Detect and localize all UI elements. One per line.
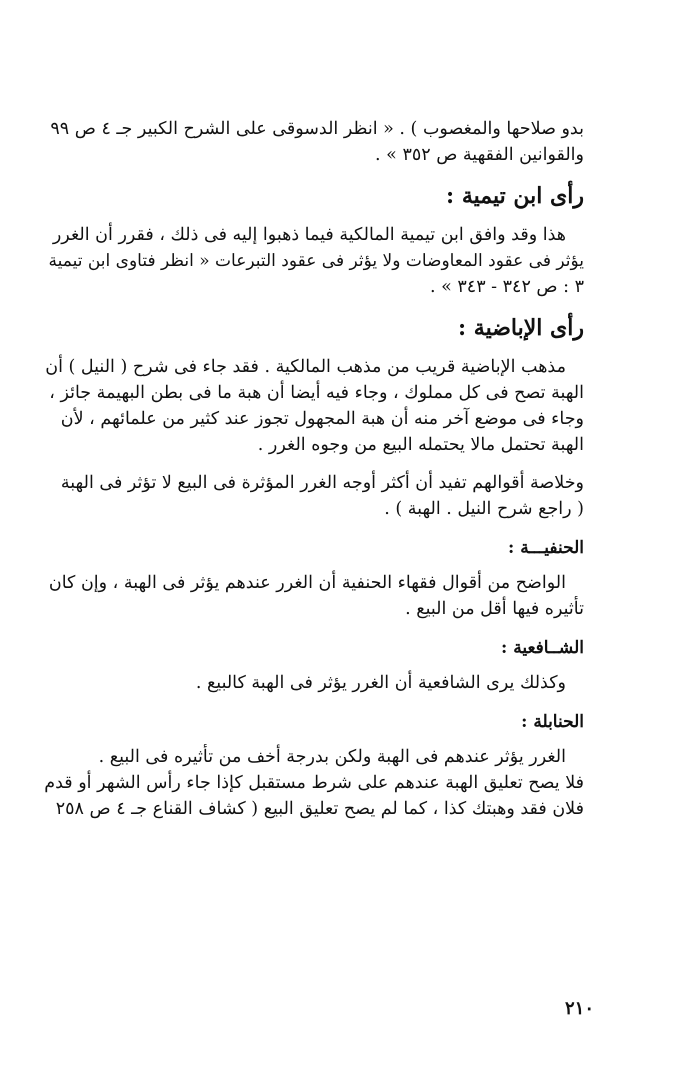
text-line: هذا وقد وافق ابن تيمية المالكية فيما ذهبوا إليه فى ذلك ، فقرر أن الغرر: [52, 225, 566, 245]
subheading-shafiiyya: الشــافعية :: [501, 638, 584, 658]
text-line: تأثيره فيها أقل من البيع .: [405, 599, 584, 619]
text-line: فلان فقد وهبتك كذا ، كما لم يصح تعليق البيع ( كشاف القناع جـ ٤ ص ٢٥٨: [55, 799, 584, 819]
heading-ibadiyya: رأى الإباضية :: [458, 315, 584, 341]
paragraph-ibadiyya-summary: [44, 470, 584, 522]
paragraph-ibadiyya: [44, 354, 584, 458]
text-line: وكذلك يرى الشافعية أن الغرر يؤثر فى الهبة كالبيع .: [195, 673, 566, 693]
page-number: ٢١٠: [564, 998, 594, 1019]
text-line: مذهب الإباضية قريب من مذهب المالكية . فقد جاء فى شرح ( النيل ) أن: [45, 357, 566, 377]
paragraph-hanafiyya: [44, 570, 584, 622]
paragraph-ibn-taymiyya: [44, 222, 584, 300]
paragraph-citation-continuation: [44, 116, 584, 168]
text-line: الهبة تصح فى كل مملوك ، وجاء فيه أيضا أن هبة ما فى بطن البهيمة جائز ،: [49, 383, 584, 403]
text-line: يؤثر فى عقود المعاوضات ولا يؤثر فى عقود التبرعات « انظر فتاوى ابن تيمية: [48, 251, 584, 271]
text-line: وجاء فى موضع آخر منه أن هبة المجهول تجوز عند كثير من علمائهم ، لأن: [60, 409, 584, 429]
text-line: بدو صلاحها والمغصوب ) . « انظر الدسوقى على الشرح الكبير جـ ٤ ص ٩٩: [50, 119, 584, 139]
heading-ibn-taymiyya: رأى ابن تيمية :: [446, 183, 584, 209]
text-line: ٣ : ص ٣٤٢ - ٣٤٣ » .: [429, 277, 584, 297]
text-line: ( راجع شرح النيل . الهبة ) .: [384, 499, 584, 519]
subheading-hanafiyya: الحنفيـــة :: [508, 538, 584, 558]
main-text-column: [44, 116, 584, 834]
text-line: والقوانين الفقهية ص ٣٥٢ » .: [375, 145, 584, 165]
text-line: فلا يصح تعليق الهبة عندهم على شرط مستقبل كإذا جاء رأس الشهر أو قدم: [44, 773, 584, 793]
text-line: الغرر يؤثر عندهم فى الهبة ولكن بدرجة أخف من تأثيره فى البيع .: [98, 747, 566, 767]
subheading-hanabila: الحنابلة :: [521, 712, 584, 732]
paragraph-shafiiyya: [44, 670, 584, 696]
text-line: الواضح من أقوال فقهاء الحنفية أن الغرر عندهم يؤثر فى الهبة ، وإن كان: [48, 573, 566, 593]
text-line: الهبة تحتمل مالا يحتمله البيع من وجوه الغرر .: [257, 435, 584, 455]
text-line: وخلاصة أقوالهم تفيد أن أكثر أوجه الغرر المؤثرة فى البيع لا تؤثر فى الهبة: [60, 473, 584, 493]
paragraph-hanabila: [44, 744, 584, 822]
